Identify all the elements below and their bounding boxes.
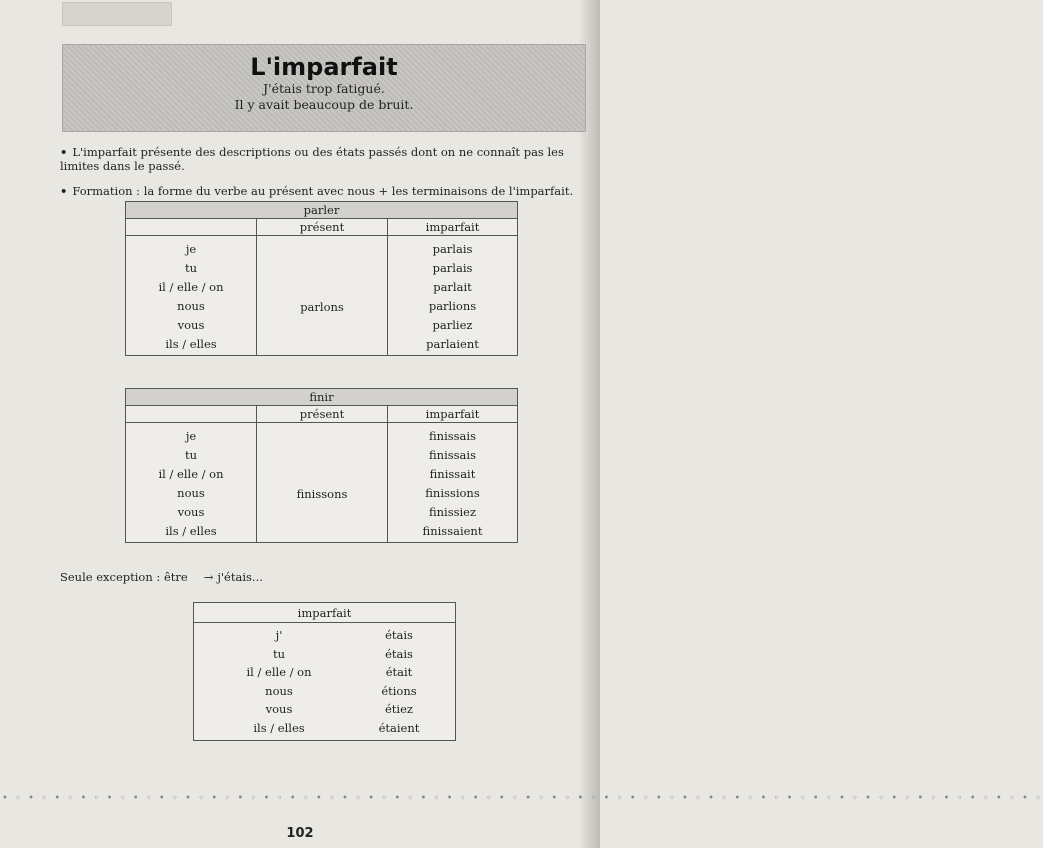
conjugation-table-finir bbox=[125, 388, 518, 543]
imparfait-column bbox=[388, 236, 518, 356]
exception-note bbox=[60, 570, 263, 584]
pronoun-column bbox=[126, 423, 257, 543]
decorative-dot-border: • ◦ • ◦ • ◦ • ◦ • ◦ • ◦ • ◦ • ◦ • ◦ • ◦ • ◦ • ◦ • ◦ • ◦ • ◦ • ◦ • ◦ • ◦ • ◦ • ◦ • ◦ • ◦ • ◦ • ◦ • ◦ • ◦ • ◦ • ◦ • ◦ • ◦ • ◦ • ◦ • ◦ • ◦ • ◦ • ◦ • ◦ • ◦ • ◦ • ◦ bbox=[2, 793, 1043, 804]
imparfait-form: finissait bbox=[429, 466, 476, 481]
present-header: présent bbox=[257, 406, 388, 423]
table-verb: finir bbox=[126, 389, 518, 406]
etre-row bbox=[194, 700, 455, 719]
header-box bbox=[62, 44, 586, 132]
page-number: 102 bbox=[286, 826, 314, 841]
imparfait-form: finissions bbox=[425, 485, 480, 500]
present-form bbox=[257, 236, 388, 356]
imparfait-form: finissaient bbox=[422, 523, 483, 538]
imparfait-form: finissais bbox=[429, 428, 476, 443]
etre-pronoun: tu bbox=[272, 646, 286, 661]
pronoun-header bbox=[126, 219, 257, 236]
etre-form: étiez bbox=[385, 702, 413, 716]
etre-header: imparfait bbox=[194, 603, 456, 623]
etre-row bbox=[194, 626, 455, 645]
imparfait-form: parlait bbox=[433, 279, 472, 294]
etre-pronoun: ils / elles bbox=[253, 720, 305, 735]
imparfait-form: parlaient bbox=[426, 336, 479, 351]
present-header: présent bbox=[257, 219, 388, 236]
section-tab bbox=[62, 2, 172, 26]
etre-pronoun: nous bbox=[265, 683, 293, 698]
pronoun: nous bbox=[177, 298, 205, 313]
imparfait-form: parliez bbox=[432, 317, 473, 332]
example-sentence-2: Il y avait beaucoup de bruit. bbox=[234, 97, 414, 112]
imparfait-header: imparfait bbox=[388, 406, 518, 423]
rules-list bbox=[60, 145, 590, 209]
rule-text: Formation : la forme du verbe au présent avec nous + les terminaisons de l'imparfait. bbox=[72, 184, 574, 198]
pronoun: ils / elles bbox=[165, 523, 217, 538]
pronoun: tu bbox=[184, 447, 198, 462]
imparfait-form: parlais bbox=[432, 260, 473, 275]
etre-rows bbox=[194, 623, 456, 741]
page-title: L'imparfait bbox=[250, 53, 398, 81]
rule-text: L'imparfait présente des descriptions ou des états passés dont on ne connaît pas les limites dans le passé. bbox=[60, 145, 564, 173]
etre-table bbox=[193, 602, 456, 741]
rule-item bbox=[60, 184, 590, 198]
pronoun: il / elle / on bbox=[158, 466, 224, 481]
etre-form: étions bbox=[381, 683, 417, 698]
etre-form: étais bbox=[385, 646, 413, 661]
etre-form: étaient bbox=[378, 720, 420, 735]
pronoun: je bbox=[185, 428, 197, 443]
pronoun: nous bbox=[177, 485, 205, 500]
etre-form: étais bbox=[385, 628, 413, 642]
imparfait-form: finissiez bbox=[428, 504, 477, 519]
etre-row bbox=[194, 719, 455, 738]
bullet-icon: • bbox=[60, 184, 68, 198]
present-form-text: finissons bbox=[296, 486, 348, 501]
table-verb: parler bbox=[126, 202, 518, 219]
pronoun: vous bbox=[177, 504, 205, 519]
imparfait-form: finissais bbox=[429, 447, 476, 462]
pronoun: il / elle / on bbox=[158, 279, 224, 294]
example-sentence-1: J'étais trop fatigué. bbox=[263, 81, 385, 96]
pronoun: je bbox=[185, 241, 197, 256]
bullet-icon: • bbox=[60, 145, 68, 159]
arrow-icon: → bbox=[203, 570, 214, 584]
rule-item bbox=[60, 145, 590, 173]
pronoun-header bbox=[126, 406, 257, 423]
etre-pronoun: vous bbox=[265, 702, 293, 716]
etre-form: était bbox=[385, 665, 413, 679]
present-form bbox=[257, 423, 388, 543]
etre-pronoun: j' bbox=[275, 628, 283, 642]
pronoun: vous bbox=[177, 317, 205, 332]
imparfait-form: parlions bbox=[428, 298, 477, 313]
pronoun-column bbox=[126, 236, 257, 356]
imparfait-header: imparfait bbox=[388, 219, 518, 236]
etre-row bbox=[194, 663, 455, 682]
exception-label: Seule exception : être bbox=[60, 570, 188, 584]
etre-row bbox=[194, 645, 455, 664]
imparfait-form: parlais bbox=[432, 241, 473, 256]
conjugation-table-parler bbox=[125, 201, 518, 356]
pronoun: tu bbox=[184, 260, 198, 275]
exception-result: j'étais... bbox=[217, 570, 263, 584]
present-form-text: parlons bbox=[300, 299, 344, 314]
imparfait-column bbox=[388, 423, 518, 543]
etre-row bbox=[194, 682, 455, 701]
pronoun: ils / elles bbox=[165, 336, 217, 351]
etre-pronoun: il / elle / on bbox=[246, 665, 312, 679]
